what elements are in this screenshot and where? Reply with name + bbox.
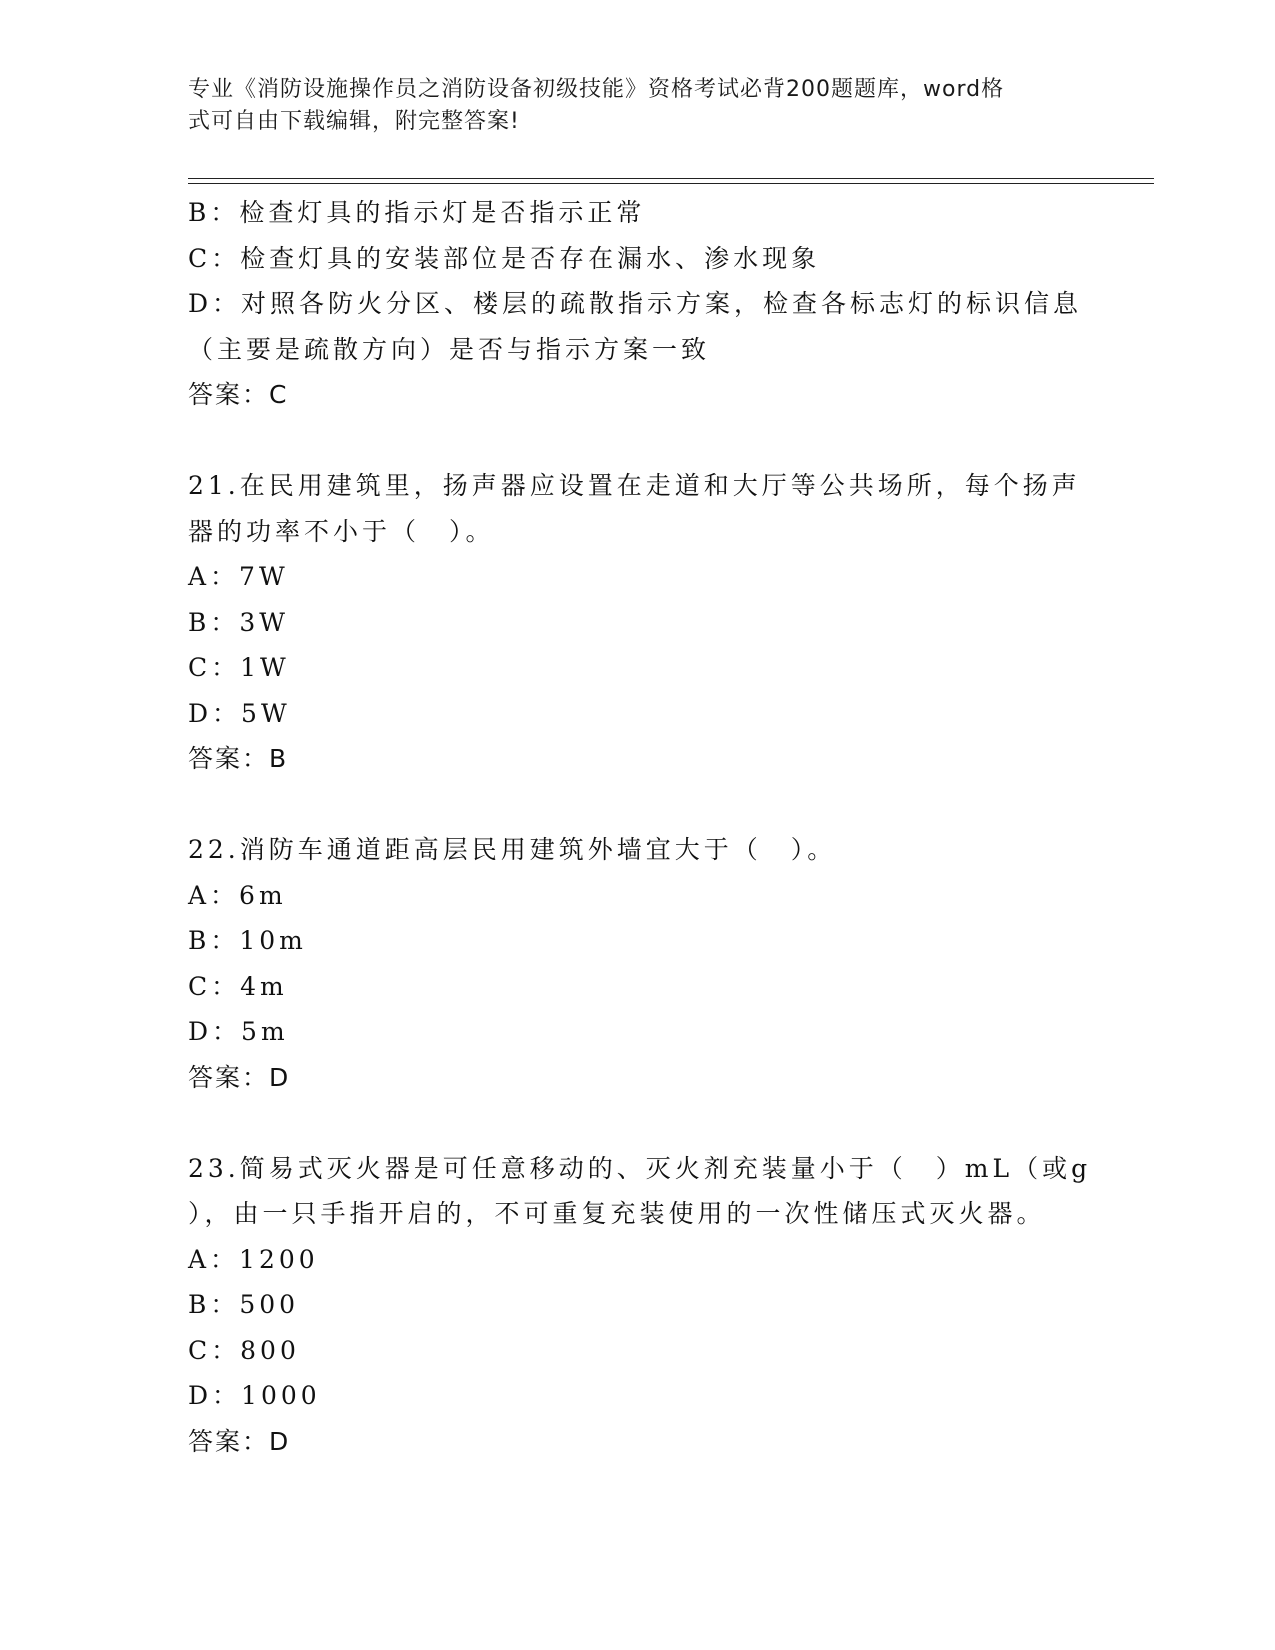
spacer [188, 782, 1088, 828]
question-stem: 22.消防车通道距高层民用建筑外墙宜大于（ ）。 [188, 835, 837, 864]
option-b: B：500 [188, 1290, 300, 1319]
answer-line: 答案：B [188, 744, 289, 773]
option-b: B：3W [188, 607, 289, 637]
option-d: D：5W [188, 698, 291, 728]
option-b: B：检查灯具的指示灯是否指示正常 [188, 198, 646, 227]
header-line-1: 专业《消防设施操作员之消防设备初级技能》资格考试必背200题题库，word格 [188, 77, 1005, 102]
header-rule-top [188, 178, 1154, 179]
question-stem-continued: 器的功率不小于（ ）。 [188, 516, 495, 546]
option-a: A：7W [188, 562, 289, 591]
previous-question-tail [188, 190, 1088, 418]
answer-line: 答案：D [188, 1426, 291, 1456]
header-line-2: 式可自由下载编辑，附完整答案! [188, 109, 520, 134]
option-a: A：6m [188, 880, 287, 910]
question-content [188, 190, 1092, 1464]
option-c: C：800 [188, 1335, 300, 1365]
question-22 [188, 827, 1088, 1100]
header-rule-bottom [188, 183, 1154, 184]
question-21 [188, 463, 1088, 782]
question-stem: 21.在民用建筑里，扬声器应设置在走道和大厅等公共场所，每个扬声 [188, 471, 1081, 500]
question-stem: 23.简易式灭火器是可任意移动的、灭火剂充装量小于（ ）mL（或g [188, 1153, 1092, 1183]
option-d: D：对照各防火分区、楼层的疏散指示方案，检查各标志灯的标识信息 [188, 289, 1083, 318]
option-d: D：1000 [188, 1381, 321, 1410]
spacer [188, 418, 1088, 464]
document-header [188, 74, 1068, 138]
answer-line: 答案：C [188, 380, 289, 409]
question-stem-continued: ），由一只手指开启的，不可重复充装使用的一次性储压式灭火器。 [188, 1199, 1046, 1228]
option-a: A：1200 [188, 1244, 319, 1274]
option-d-continued: （主要是疏散方向）是否与指示方案一致 [188, 334, 711, 364]
option-c: C：4m [188, 971, 288, 1001]
option-d: D：5m [188, 1017, 289, 1046]
option-c: C：1W [188, 653, 290, 682]
answer-line: 答案：D [188, 1062, 291, 1092]
spacer [188, 1100, 1088, 1146]
option-c: C：检查灯具的安装部位是否存在漏水、渗水现象 [188, 243, 821, 273]
option-b: B：10m [188, 926, 307, 955]
question-23 [188, 1146, 1092, 1465]
